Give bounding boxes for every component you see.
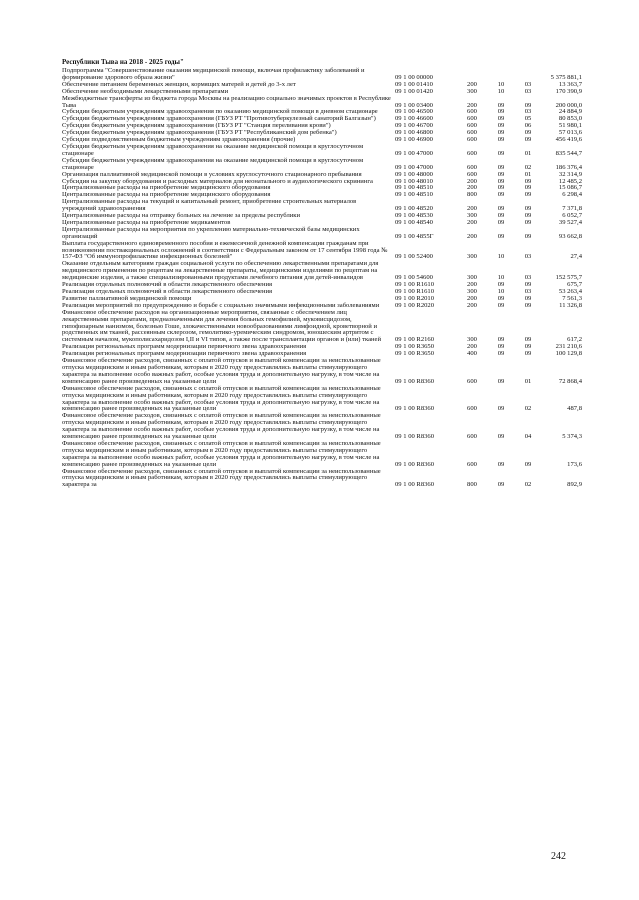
row-code: 09 1 00 R2020 (395, 301, 435, 309)
row-pr: 09 (524, 350, 532, 358)
row-pr: 09 (524, 191, 532, 199)
row-pr: 03 (524, 288, 532, 295)
row-code: 09 1 00 R3650 (395, 343, 435, 351)
row-pr: 09 (524, 205, 532, 213)
page-number: 242 (551, 851, 566, 862)
row-name: Централизованные расходы на текущий и капитальный ремонт, приобретение строительных материалов учреждений здравоохранения (62, 198, 357, 213)
row-pr: 03 (524, 80, 532, 88)
row-code: 09 1 00 R1610 (395, 281, 435, 289)
row-sum: 617,2 (567, 336, 582, 344)
row-sum: 53 263,4 (558, 288, 582, 295)
row-code: 09 1 00 48520 (395, 205, 433, 213)
row-name: Межбюджетные трансферты из бюджета города Москвы на реализацию социально значимых проектов в Республике Тыва (62, 94, 391, 109)
table-row (62, 96, 582, 110)
row-rz: 09 (497, 433, 505, 441)
row-rz: 09 (497, 115, 505, 123)
row-name: Субсидии бюджетным учреждениям здравоохранения (ГБУЗ РТ "Республиканский дом ребенка") (62, 129, 337, 137)
row-name: Финансовое обеспечение расходов, связанных с оплатой отпусков и выплатой компенсации за неиспользованные отпуска медицинским и иным работникам, которым в 2020 году предоставлялись выплаты стимулирующего характера за выполнение особо важных работ, особые условия труда и дополнительную нагрузку, в том числе на компенсацию ранее произведенных на указанные цели (62, 357, 381, 385)
table-row (62, 158, 582, 172)
table-row (62, 227, 582, 241)
row-pr: 09 (524, 343, 532, 351)
row-sum: 231 210,6 (555, 343, 582, 351)
row-sum: 7 371,8 (562, 205, 582, 213)
row-sum: 11 326,8 (559, 301, 582, 309)
row-sum: 39 527,4 (558, 218, 582, 226)
row-pr: 06 (524, 122, 532, 130)
row-vr: 600 (467, 405, 477, 413)
table-row (62, 441, 582, 469)
table-row (62, 68, 582, 82)
row-rz: 10 (497, 288, 505, 295)
row-sum: 5 374,3 (562, 433, 582, 441)
row-name: Финансовое обеспечение расходов, связанных с оплатой отпусков и выплатой компенсации за неиспользованные отпуска медицинским и иным работникам, которым в 2020 году предоставлялись выплаты стимулирующего характера за выполнение особо важных работ, особые условия труда и дополнительную нагрузку, в том числе на компенсацию ранее произведенных на указанные цели (62, 412, 381, 441)
row-code: 09 1 00 R8360 (395, 460, 435, 468)
row-vr: 600 (467, 170, 477, 178)
row-vr: 200 (467, 177, 477, 185)
row-vr: 600 (467, 163, 477, 171)
row-vr: 200 (467, 184, 477, 192)
row-rz: 09 (497, 191, 505, 199)
row-vr: 600 (467, 136, 477, 144)
row-vr: 200 (467, 294, 477, 302)
row-pr: 03 (524, 274, 532, 282)
row-sum: 100 129,8 (555, 350, 582, 358)
row-vr: 600 (467, 108, 477, 116)
row-rz: 09 (497, 232, 505, 240)
row-code: 09 1 00 46900 (395, 136, 433, 144)
row-code: 09 1 00 R2010 (395, 294, 435, 302)
row-sum: 487,8 (567, 405, 582, 413)
row-vr: 200 (467, 232, 477, 240)
row-vr: 800 (467, 191, 477, 199)
table-row (62, 144, 582, 158)
row-name: Реализация региональных программ модернизации первичного звена здравоохранения (62, 343, 307, 351)
row-sum: 93 662,8 (558, 232, 582, 240)
row-name: Финансовое обеспечение расходов, связанных с оплатой отпусков и выплатой компенсации за неиспользованные отпуска медицинским и иным работникам, которым в 2020 году предоставлялись выплаты стимулирующего характера за выполнение особо важных работ, особые условия труда и дополнительную нагрузку, в том числе на компенсацию ранее произведенных на указанные цели (62, 439, 381, 468)
row-code: 09 1 00 R8360 (395, 405, 435, 413)
row-pr: 09 (524, 294, 532, 302)
row-pr: 09 (524, 184, 532, 192)
row-rz: 09 (497, 336, 505, 344)
row-sum: 186 376,4 (555, 163, 582, 171)
row-vr: 200 (467, 205, 477, 213)
row-vr: 800 (467, 481, 477, 489)
row-vr: 200 (467, 343, 477, 351)
row-vr: 200 (467, 301, 477, 309)
row-pr: 02 (524, 163, 532, 171)
row-name: Субсидии подведомственным бюджетным учреждениям здравоохранения (прочие) (62, 136, 296, 144)
row-code: 09 1 00 R8360 (395, 433, 435, 441)
row-name: Субсидии бюджетным учреждениям здравоохранения (ГБУЗ РТ "Станция переливания крови") (62, 122, 331, 130)
row-pr: 09 (524, 129, 532, 137)
row-pr: 01 (524, 170, 532, 178)
table-row (62, 261, 582, 282)
page-header: Республики Тыва на 2018 - 2025 годы" (62, 58, 184, 66)
row-pr: 01 (524, 149, 532, 157)
row-code: 09 1 00 47000 (395, 149, 433, 157)
row-code: 09 1 00 52400 (395, 253, 433, 261)
row-pr: 05 (524, 115, 532, 123)
row-sum: 72 868,4 (558, 377, 582, 385)
row-pr: 09 (524, 136, 532, 144)
row-sum: 152 575,7 (555, 274, 582, 282)
row-sum: 892,9 (567, 481, 582, 489)
document-page (62, 58, 582, 489)
row-pr: 09 (524, 177, 532, 185)
row-vr: 600 (467, 122, 477, 130)
row-rz: 09 (497, 149, 505, 157)
row-pr: 02 (524, 405, 532, 413)
row-rz: 09 (497, 122, 505, 130)
row-vr: 600 (467, 149, 477, 157)
row-code: 09 1 00 4855Г (395, 232, 434, 240)
row-rz: 09 (497, 170, 505, 178)
row-name: Реализация отдельных полномочий в области лекарственного обеспечения (62, 288, 273, 295)
row-pr: 09 (524, 460, 532, 468)
row-code: 09 1 00 46800 (395, 129, 433, 137)
row-sum: 173,6 (567, 460, 582, 468)
row-code: 09 1 00 01420 (395, 87, 433, 95)
row-name: Финансовое обеспечение расходов, связанных с оплатой отпусков и выплатой компенсации за неиспользованные отпуска медицинским и иным работникам, которым в 2020 году предоставлялись выплаты стимулирующего характера за (62, 467, 381, 489)
row-code: 09 1 00 R1610 (395, 288, 435, 295)
row-sum: 24 884,9 (558, 108, 582, 116)
row-rz: 10 (497, 274, 505, 282)
row-rz: 09 (497, 177, 505, 185)
row-vr: 300 (467, 336, 477, 344)
row-sum: 13 363,7 (558, 80, 582, 88)
table-row (62, 199, 582, 213)
row-rz: 09 (497, 163, 505, 171)
row-code: 09 1 00 46700 (395, 122, 433, 130)
row-rz: 09 (497, 377, 505, 385)
row-name: Реализация мероприятий по предупреждению и борьбе с социально значимыми инфекционными заболеваниями (62, 301, 380, 309)
row-rz: 09 (497, 218, 505, 226)
table-row (62, 413, 582, 441)
row-name: Реализация отдельных полномочий в области лекарственного обеспечения (62, 281, 273, 289)
row-sum: 12 485,2 (558, 177, 582, 185)
row-code: 09 1 00 47000 (395, 163, 433, 171)
row-rz: 09 (497, 205, 505, 213)
row-vr: 300 (467, 87, 477, 95)
row-rz: 09 (497, 108, 505, 116)
row-name: Подпрограмма "Совершенствование оказания медицинской помощи, включая профилактику заболеваний и формирование здорового образа жизни" (62, 67, 365, 81)
row-name: Оказание отдельным категориям граждан социальной услуги по обеспечению лекарственными препаратами для медицинского применения по рецептам на лекарственные препараты, медицинскими изделиями по рецептам на медицинские изделия, а также специализированными продуктами лечебного питания для детей-инвалидов (62, 260, 379, 282)
row-pr: 09 (524, 281, 532, 289)
row-vr: 600 (467, 460, 477, 468)
row-code: 09 1 00 R8360 (395, 481, 435, 489)
row-pr: 09 (524, 301, 532, 309)
row-vr: 600 (467, 433, 477, 441)
row-code: 09 1 00 48510 (395, 191, 433, 199)
row-sum: 7 561,3 (562, 294, 582, 302)
row-sum: 675,7 (567, 281, 582, 289)
row-rz: 09 (497, 129, 505, 137)
row-code: 09 1 00 00000 (395, 73, 433, 81)
row-vr: 300 (467, 274, 477, 282)
row-name: Централизованные расходы на отправку больных на лечение за пределы республики (62, 212, 301, 220)
row-pr: 02 (524, 481, 532, 489)
row-pr: 09 (524, 212, 532, 220)
row-pr: 01 (524, 377, 532, 385)
row-code: 09 1 00 48540 (395, 218, 433, 226)
row-sum: 27,4 (570, 253, 582, 261)
row-code: 09 1 00 R8360 (395, 377, 435, 385)
row-pr: 09 (524, 232, 532, 240)
row-vr: 600 (467, 377, 477, 385)
row-name: Развитие паллиативной медицинской помощи (62, 294, 192, 302)
row-code: 09 1 00 48010 (395, 177, 433, 185)
row-sum: 200 000,0 (555, 101, 582, 109)
row-vr: 400 (467, 350, 477, 358)
row-sum: 6 298,4 (562, 191, 582, 199)
table-row (62, 386, 582, 414)
row-pr: 09 (524, 101, 532, 109)
row-sum: 835 544,7 (555, 149, 582, 157)
budget-table (62, 68, 582, 489)
table-row (62, 358, 582, 386)
row-name: Централизованные расходы на приобретение медикаментов (62, 218, 231, 226)
row-rz: 10 (497, 87, 505, 95)
table-row (62, 241, 582, 262)
row-vr: 300 (467, 212, 477, 220)
row-pr: 04 (524, 433, 532, 441)
row-name: Субсидии бюджетным учреждениям здравоохранения по оказанию медицинской помощи в дневном стационаре (62, 108, 378, 116)
row-vr: 200 (467, 80, 477, 88)
row-code: 09 1 00 R3650 (395, 350, 435, 358)
row-vr: 300 (467, 288, 477, 295)
row-vr: 600 (467, 115, 477, 123)
row-sum: 80 853,0 (558, 115, 582, 123)
row-rz: 09 (497, 184, 505, 192)
row-rz: 09 (497, 101, 505, 109)
row-rz: 09 (497, 294, 505, 302)
row-sum: 57 013,6 (558, 129, 582, 137)
row-name: Субсидии бюджетным учреждениям здравоохранения на оказание медицинской помощи в круглосуточном стационаре (62, 156, 364, 171)
row-code: 09 1 00 48000 (395, 170, 433, 178)
row-name: Субсидия на закупку оборудования и расходных материалов для неонатального и аудиологического скрининга (62, 177, 373, 185)
row-sum: 170 390,9 (555, 87, 582, 95)
row-vr: 600 (467, 129, 477, 137)
row-rz: 09 (497, 405, 505, 413)
row-name: Централизованные расходы на приобретение медицинского оборудования (62, 184, 271, 192)
row-code: 09 1 00 48530 (395, 212, 433, 220)
row-name: Организация паллиативной медицинской помощи в условиях круглосуточного стационарного пребывания (62, 170, 362, 178)
row-pr: 09 (524, 336, 532, 344)
row-sum: 51 980,1 (558, 122, 582, 130)
row-rz: 09 (497, 212, 505, 220)
row-rz: 09 (497, 301, 505, 309)
row-pr: 03 (524, 253, 532, 261)
row-rz: 09 (497, 460, 505, 468)
row-vr: 200 (467, 281, 477, 289)
row-code: 09 1 00 46500 (395, 108, 433, 116)
row-rz: 09 (497, 136, 505, 144)
row-name: Выплата государственного единовременного пособия и ежемесячной денежной компенсации гражданам при возникновении поствакцинальных осложнений в соответствии с Федеральным законом от 17 сентября 1998 года № 157-ФЗ "Об иммунопрофилактике инфекционных болезней" (62, 239, 388, 261)
row-vr: 200 (467, 218, 477, 226)
row-code: 09 1 00 03400 (395, 101, 433, 109)
row-rz: 10 (497, 80, 505, 88)
row-code: 09 1 00 R2160 (395, 336, 435, 344)
row-sum: 456 419,6 (555, 136, 582, 144)
row-name: Финансовое обеспечение расходов, связанных с оплатой отпусков и выплатой компенсации за неиспользованные отпуска медицинским и иным работникам, которым в 2020 году предоставлялись выплаты стимулирующего характера за выполнение особо важных работ, особые условия труда и дополнительную нагрузку, в том числе на компенсацию ранее произведенных на указанные цели (62, 384, 381, 413)
row-pr: 09 (524, 218, 532, 226)
row-sum: 5 375 881,1 (550, 73, 582, 81)
row-vr: 200 (467, 101, 477, 109)
row-sum: 15 086,7 (558, 184, 582, 192)
row-code: 09 1 00 46600 (395, 115, 433, 123)
row-name: Реализация региональных программ модернизации первичного звена здравоохранения (62, 350, 307, 358)
row-rz: 09 (497, 481, 505, 489)
row-name: Централизованные расходы на мероприятия по укреплению материально-технической базы медицинских организаций (62, 225, 360, 240)
row-rz: 09 (497, 350, 505, 358)
row-name: Обеспечение питанием беременных женщин, кормящих матерей и детей до 3-х лет (62, 80, 296, 88)
row-name: Централизованные расходы на приобретение медицинского оборудования (62, 191, 271, 199)
row-name: Субсидии бюджетным учреждениям здравоохранения на оказание медицинской помощи в круглосуточном стационаре (62, 142, 364, 157)
row-pr: 03 (524, 108, 532, 116)
row-code: 09 1 00 48510 (395, 184, 433, 192)
row-sum: 32 314,9 (558, 170, 582, 178)
row-rz: 10 (497, 253, 505, 261)
row-code: 09 1 00 01410 (395, 80, 433, 88)
row-vr: 300 (467, 253, 477, 261)
row-name: Обеспечение необходимыми лекарственными препаратами (62, 87, 229, 95)
row-code: 09 1 00 54600 (395, 274, 433, 282)
table-row (62, 310, 582, 345)
row-name: Финансовое обеспечение расходов на организационные мероприятия, связанные с обеспечением лиц лекарственными препаратами, предназначенными для лечения больных гемофилией, муковисцидозом, гипофизарным нанизмом, болезнью Гоше, злокачественными новообразованиями лимфоидной, кроветворной и родственных им тканей, рассеянным склерозом, гемолитико-уремическим синдромом, юношеским артритом с системным началом, мукополисахаридозом I,II и VI типов, а также после трансплантации органов и (или) тканей (62, 308, 381, 344)
row-rz: 09 (497, 343, 505, 351)
row-rz: 09 (497, 281, 505, 289)
table-row (62, 469, 582, 490)
row-pr: 03 (524, 87, 532, 95)
row-sum: 6 052,7 (562, 212, 582, 220)
row-name: Субсидии бюджетным учреждениям здравоохранения (ГБУЗ РТ "Противотуберкулезный санаторий Балгазын") (62, 115, 376, 123)
